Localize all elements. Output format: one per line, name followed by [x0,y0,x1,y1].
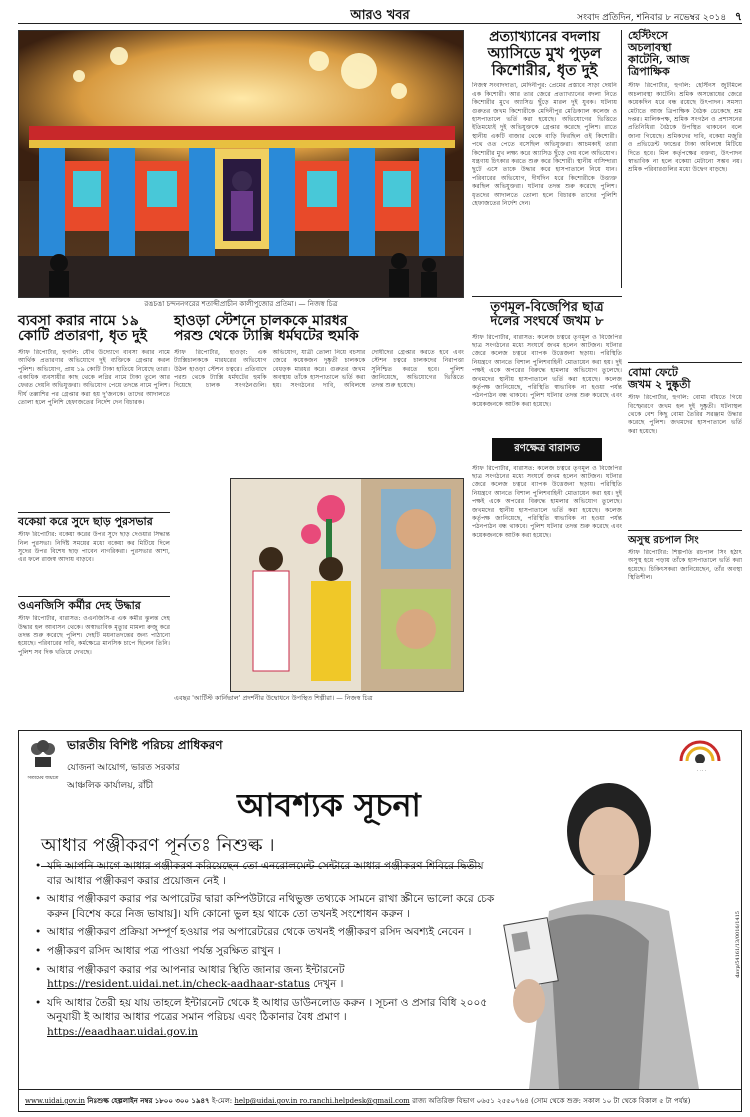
business-headline-2: কোটি প্রতারণা, ধৃত দুই [18,328,147,345]
howrah-headline-1: হাওড়া স্টেশনে চালককে মারধর [174,313,348,329]
ad-subtitle: আধার পঞ্জীকরণ পূর্নতঃ নিশুল্ক । [41,831,481,867]
photo-caption: রঙচঙা চন্দননগরের শতাব্দীপ্রাচীন কালীপুজোর প্রতিমা। — নিজস্ব চিত্র [144,300,338,308]
acid-headline-2: অ্যাসিডে মুখ পুড়ল [487,44,602,63]
hastings-headline-1: হেস্টিংসে [628,29,668,42]
ad-code: davp/54161/13/0016/1415 [735,911,741,978]
org-line-2: যোজনা আয়োগ, ভারত সরকার [67,763,180,773]
footer-email[interactable]: help@uidai.gov.in ro.ranchi.helpdesk@gmail.com [234,1097,410,1105]
story-hastings [628,30,742,360]
story-business [18,314,170,509]
footer-email-label: ই-মেল: [211,1097,233,1105]
aadhaar-sun-icon [677,737,723,763]
student-tag: রণক্ষেত্র বারাসত [492,438,602,461]
story-bomb [628,362,742,527]
ngo-body: স্টাফ রিপোর্টার, বারাসত: ওএনজিসি-র এক কর্মীর ঝুলন্ত দেহ উদ্ধার হল আবাসন থেকে। অস্বাভাবিক মৃত্যুর মামলা রুজু করে তদন্ত শুরু করেছে পুলিশ। দেহটি ময়নাতদন্তের জন্য পাঠানো হয়েছে। পরিবারের দাবি, কর্মক্ষেত্রে মানসিক চাপে ছিলেন তিনি। পুলিশ সব দিক খতিয়ে দেখছে। [18,615,170,656]
howrah-headline-2: পরশু থেকে ট্যাক্সি ধর্মঘটের হুমকি [174,328,359,345]
business-body: স্টাফ রিপোর্টার, হুগলি: যৌথ উদ্যোগে ব্যবসা করার নামে আর্থিক প্রতারণার অভিযোগে দুই ব্যক্তিকে গ্রেপ্তার করল পুলিশ। অভিযোগ, প্রায় ১৯ কোটি টাকা হাতিয়ে নিয়েছে তারা। একাধিক ব্যবসায়ীর কাছ থেকে লগ্নির নামে টাকা তুলে আর ফেরত দেয়নি অভিযুক্তরা। অভিযোগ পেয়ে তদন্তে নামে পুলিশ। দীর্ঘ তল্লাশির পর গ্রেপ্তার করা হয় দু'জনকে। তাদের আদালতে তোলা হলে পুলিশি হেফাজতের নির্দেশ দেন বিচারক। [18,348,170,407]
hastings-headline-4: ত্রিপাক্ষিক [628,65,670,79]
bullet-1: • যদি আপনি আগে আধার পঞ্জীকরণ করিয়েছেন তো এনরোলমেন্ট সেন্টারে আধার পঞ্জীকরণ শিবিরে দ্বিতীয় বার আধার পঞ্জীকরণ করার প্রয়োজন নেই । [35,860,484,887]
ad-title: আবশ্যক সূচনা [237,786,421,824]
ad-bullets [35,859,495,1040]
ill-headline: অসুস্থ রচপাল সিং [628,535,699,546]
art-photo [230,478,464,692]
ad-footer [19,1089,742,1111]
woman-holding-card-illustration [489,771,741,1089]
emblem-caption: সত্যমেব জয়তে [27,775,59,781]
eaadhaar-link[interactable]: https://eaadhaar.uidai.gov.in [47,1025,198,1038]
hastings-body: স্টাফ রিপোর্টার, হুগলি: হেস্টিংস জুটমিলে অচলাবস্থা কাটেনি। শ্রমিক অসন্তোষের জেরে কয়েকদিন ধরে বন্ধ রয়েছে উৎপাদন। সমস্যা মেটাতে আজ ত্রিপাক্ষিক বৈঠক ডেকেছে শ্রম দপ্তর। মালিকপক্ষ, শ্রমিক সংগঠন ও প্রশাসনের প্রতিনিধিরা বৈঠকে উপস্থিত থাকবেন বলে জানা গিয়েছে। শ্রমিকদের দাবি, বকেয়া মজুরি ও প্রভিডেন্ট ফান্ডের টাকা অবিলম্বে মিটিয়ে দিতে হবে। মিল কর্তৃপক্ষের বক্তব্য, উৎপাদন স্বাভাবিক না হলে বকেয়া মেটানো সম্ভব নয়। শ্রমিক পরিবারগুলির মধ্যে উদ্বেগ বাড়ছে। [628,82,742,174]
pandal-illustration [19,31,464,298]
footer-phone: রাজ্য অতিরিক্ত বিভাগ ০৬৫১ ২৫৫০৭৬৪ [412,1097,529,1105]
story-loan [18,512,170,592]
loan-body: স্টাফ রিপোর্টার: বকেয়া করের উপর সুদে ছাড় দেওয়ার সিদ্ধান্ত নিল পুরসভা। নির্দিষ্ট সময়ের মধ্যে বকেয়া কর মিটিয়ে দিলে সুদের উপর বিশেষ ছাড় পাবেন নাগরিকরা। পুরসভার আশা, এর ফলে রাজস্ব আদায় বাড়বে। [18,531,170,564]
story-ill [628,530,742,720]
page-header [18,4,742,24]
org-line-3: আঞ্চলিক কার্যালয়, রাঁচী [67,781,154,791]
hastings-headline-3: কাটেনি, আজ [628,53,690,67]
status-link[interactable]: https://resident.uidai.net.in/check-aadhaar-status [47,978,310,991]
footer-helpline: ১৮০০ ৩০০ ১৯৪৭ [154,1096,210,1105]
story-acid [472,30,622,288]
student-body: স্টাফ রিপোর্টার, বারাসত: কলেজ চত্বরে তৃণমূল ও বিজেপির ছাত্র সংগঠনের মধ্যে সংঘর্ষে জখম হলেন আটজন। ঘটনার জেরে কলেজ চত্বরে ব্যাপক উত্তেজনা ছড়ায়। পরিস্থিতি নিয়ন্ত্রণে আনতে বিশাল পুলিশবাহিনী মোতায়েন করা হয়। দুই পক্ষই একে অপরের বিরুদ্ধে হামলার অভিযোগ তুলেছে। জখমদের স্থানীয় হাসপাতালে ভর্তি করা হয়েছে। কলেজ কর্তৃপক্ষ জানিয়েছে, পরিস্থিতি স্বাভাবিক না হওয়া পর্যন্ত পঠনপাঠন বন্ধ থাকবে। পুলিশ ঘটনার তদন্ত শুরু করেছে এবং কয়েকজনকে আটক করা হয়েছে। [472,333,622,408]
art-illustration [231,479,464,692]
bomb-body: স্টাফ রিপোর্টার, হুগলি: বোমা বাঁধতে গিয়ে বিস্ফোরণে জখম হল দুই দুষ্কৃতী। ঘটনাস্থল থেকে বেশ কিছু বোমা তৈরির সরঞ্জাম উদ্ধার করেছে পুলিশ। জখমদের হাসপাতালে ভর্তি করা হয়েছে। [628,394,742,435]
student-body-cont: স্টাফ রিপোর্টার, বারাসত: কলেজ চত্বরে তৃণমূল ও বিজেপির ছাত্র সংগঠনের মধ্যে সংঘর্ষে জখম হলেন আটজন। ঘটনার জেরে কলেজ চত্বরে ব্যাপক উত্তেজনা ছড়ায়। পরিস্থিতি নিয়ন্ত্রণে আনতে বিশাল পুলিশবাহিনী মোতায়েন করা হয়। দুই পক্ষই একে অপরের বিরুদ্ধে হামলার অভিযোগ তুলেছে। জখমদের স্থানীয় হাসপাতালে ভর্তি করা হয়েছে। কলেজ কর্তৃপক্ষ জানিয়েছে, পরিস্থিতি স্বাভাবিক না হওয়া পর্যন্ত পঠনপাঠন বন্ধ থাকবে। পুলিশ ঘটনার তদন্ত শুরু করেছে এবং কয়েকজনকে আটক করা হয়েছে। [472,464,622,539]
acid-headline-3: কিশোরীর, ধৃত দুই [491,60,598,79]
acid-body: নিজস্ব সংবাদদাতা, মেদিনীপুর: প্রেমের প্রস্তাবে সাড়া দেয়নি এক কিশোরী। আর তার জেরে প্রত্যাখ্যানের বদলা নিতে কিশোরীর মুখে অ্যাসিড ছুঁড়ে মারল দুই যুবক। ঘটনায় গুরুতর জখম কিশোরীকে মেদিনীপুর মেডিক্যাল কলেজ ও হাসপাতালে ভর্তি করা হয়েছে। অভিযোগের ভিত্তিতে ইতিমধ্যেই দুই অভিযুক্তকে গ্রেপ্তার করেছে পুলিশ। রাতে স্থানীয় একটি বাজার থেকে বাড়ি ফিরছিল ওই কিশোরী। পথে ওত পেতে বসেছিল অভিযুক্তরা। আচমকাই তারা কিশোরীর মুখ লক্ষ্য করে অ্যাসিড ছুঁড়ে দেয় বলে অভিযোগ। যন্ত্রণায় চিৎকার করতে শুরু করে কিশোরী। স্থানীয় বাসিন্দারা ছুটে এসে তাকে উদ্ধার করে হাসপাতালে নিয়ে যান। পরিবারের অভিযোগ, দীর্ঘদিন ধরে কিশোরীকে উত্ত্যক্ত করছিল অভিযুক্তরা। ঘটনার তদন্ত শুরু করেছে পুলিশ। ধৃতদের আদালতে তোলা হলে বিচারক তাদের পুলিশি হেফাজতের নির্দেশ দেন। [472,82,617,208]
loan-headline: বকেয়া করে সুদে ছাড় পুরসভার [18,515,153,528]
pandal-photo [18,30,464,298]
bomb-headline-1: বোমা ফেটে [628,366,678,379]
bullet-4: • পঞ্জীকরণ রসিদ আধার পত্র পাওয়া পর্যন্ত সুরক্ষিত রাখুন । [35,944,281,957]
student-headline-2: দলের সংঘর্ষে জখম ৮ [490,314,604,330]
howrah-body: স্টাফ রিপোর্টার, হাওড়া: এক ট্যাক্সিচালককে মারধরের অভিযোগ উঠল হাওড়া স্টেশন চত্বরে। প্রতিবাদে পরশু থেকে ট্যাক্সি ধর্মঘটের হুমকি দিয়েছে চালক সংগঠনগুলি। অভিযোগ, যাত্রী তোলা নিয়ে বচসার জেরে কয়েকজন দুষ্কৃতী চালককে বেধড়ক মারধর করে। গুরুতর জখম অবস্থায় তাঁকে হাসপাতালে ভর্তি করা হয়। সংগঠনের দাবি, অবিলম্বে দোষীদের গ্রেপ্তার করতে হবে এবং স্টেশন চত্বরে চালকদের নিরাপত্তা সুনিশ্চিত করতে হবে। পুলিশ জানিয়েছে, অভিযোগের ভিত্তিতে তদন্ত শুরু হয়েছে। [174,348,464,390]
hastings-headline-2: অচলাবস্থা [628,41,672,55]
bullet-2: • আধার পঞ্জীকরণ করার পর অপারেটর দ্বারা কম্পিউটারে নথিভুক্ত তথ্যকে সামনে রাখা স্ক্রীনে ভালো করে চেক করুন [বিশেষ করে নিজ ভাষায়]। যদি কোনো ভুল হয় থাকে তো তখনই সংশোধন করুন । [35,893,495,920]
footer-note: (সোম থেকে শুক্র: সকাল ১০ টা থেকে বিকাল ৫ টা পর্যন্ত) [531,1097,691,1105]
ngo-headline: ওএনজিসি কর্মীর দেহ উদ্ধার [18,599,141,612]
business-headline-1: ব্যবসা করার নামে ১৯ [18,313,139,329]
bullet-6: • যদি আধার তৈরী হয় যায় তাহলে ইন্টারনেট থেকে ই আধার ডাউনলোড করুন । সূচনা ও প্রসার বিধি ২০০৫ অনুযায়ী ই আধার আধার পত্রের সমান পরিচয় এবং ঠিকানার বৈধ প্রমাণ । https://eaadhaar.uidai.gov.in [35,996,488,1038]
art-caption: এবছর 'আর্টিস্ট কার্নিভাল' প্রদর্শনীর উদ্বোধনে উপস্থিত শিল্পীরা। — নিজস্ব চিত্র [174,694,373,702]
student-headline-1: তৃণমূল-বিজেপির ছাত্র [490,300,604,315]
national-emblem-icon [29,737,57,771]
org-line-1: ভারতীয় বিশিষ্ট পরিচয় প্রাধিকরণ [67,738,223,752]
ill-body: স্টাফ রিপোর্টার: শিল্পপতি রচপাল সিং হঠাৎ অসুস্থ হয়ে পড়ায় তাঁকে হাসপাতালে ভর্তি করা হয়েছে। চিকিৎসকরা জানিয়েছেন, তাঁর অবস্থা স্থিতিশীল। [628,549,742,582]
bomb-headline-2: জখম ২ দুষ্কৃতী [628,378,691,392]
paper-date: সংবাদ প্রতিদিন, শনিবার ৮ নভেম্বর ২০১৪ [577,13,727,23]
section-title: আরও খবর [350,8,410,23]
story-howrah [174,314,464,474]
bullet-3: • আধার পঞ্জীকরণ প্রক্রিয়া সম্পূর্ণ হওয়ার পর অপারেটরের থেকে তখনই পঞ্জীকরণ রসিদ অবশ্যই নেবেন । [35,926,472,939]
aadhaar-advertisement [18,730,742,1112]
story-student [472,296,622,720]
page-number: ৭ [734,10,742,23]
footer-helpline-label: নিঃশুল্ক হেল্পলাইন নম্বর [87,1096,153,1105]
bullet-5: • আধার পঞ্জীকরণ করার পর আপনার আধার স্থিতি জানার জন্য ইন্টারনেট https://resident.uidai.net.in/check-aadhaar-status দেখুন । [35,963,345,991]
emblem [27,737,59,781]
footer-site[interactable]: www.uidai.gov.in [25,1097,86,1105]
woman-photo [489,771,741,1089]
acid-headline-1: প্রত্যাখ্যানের বদলায় [489,29,600,45]
story-ngo [18,596,170,722]
